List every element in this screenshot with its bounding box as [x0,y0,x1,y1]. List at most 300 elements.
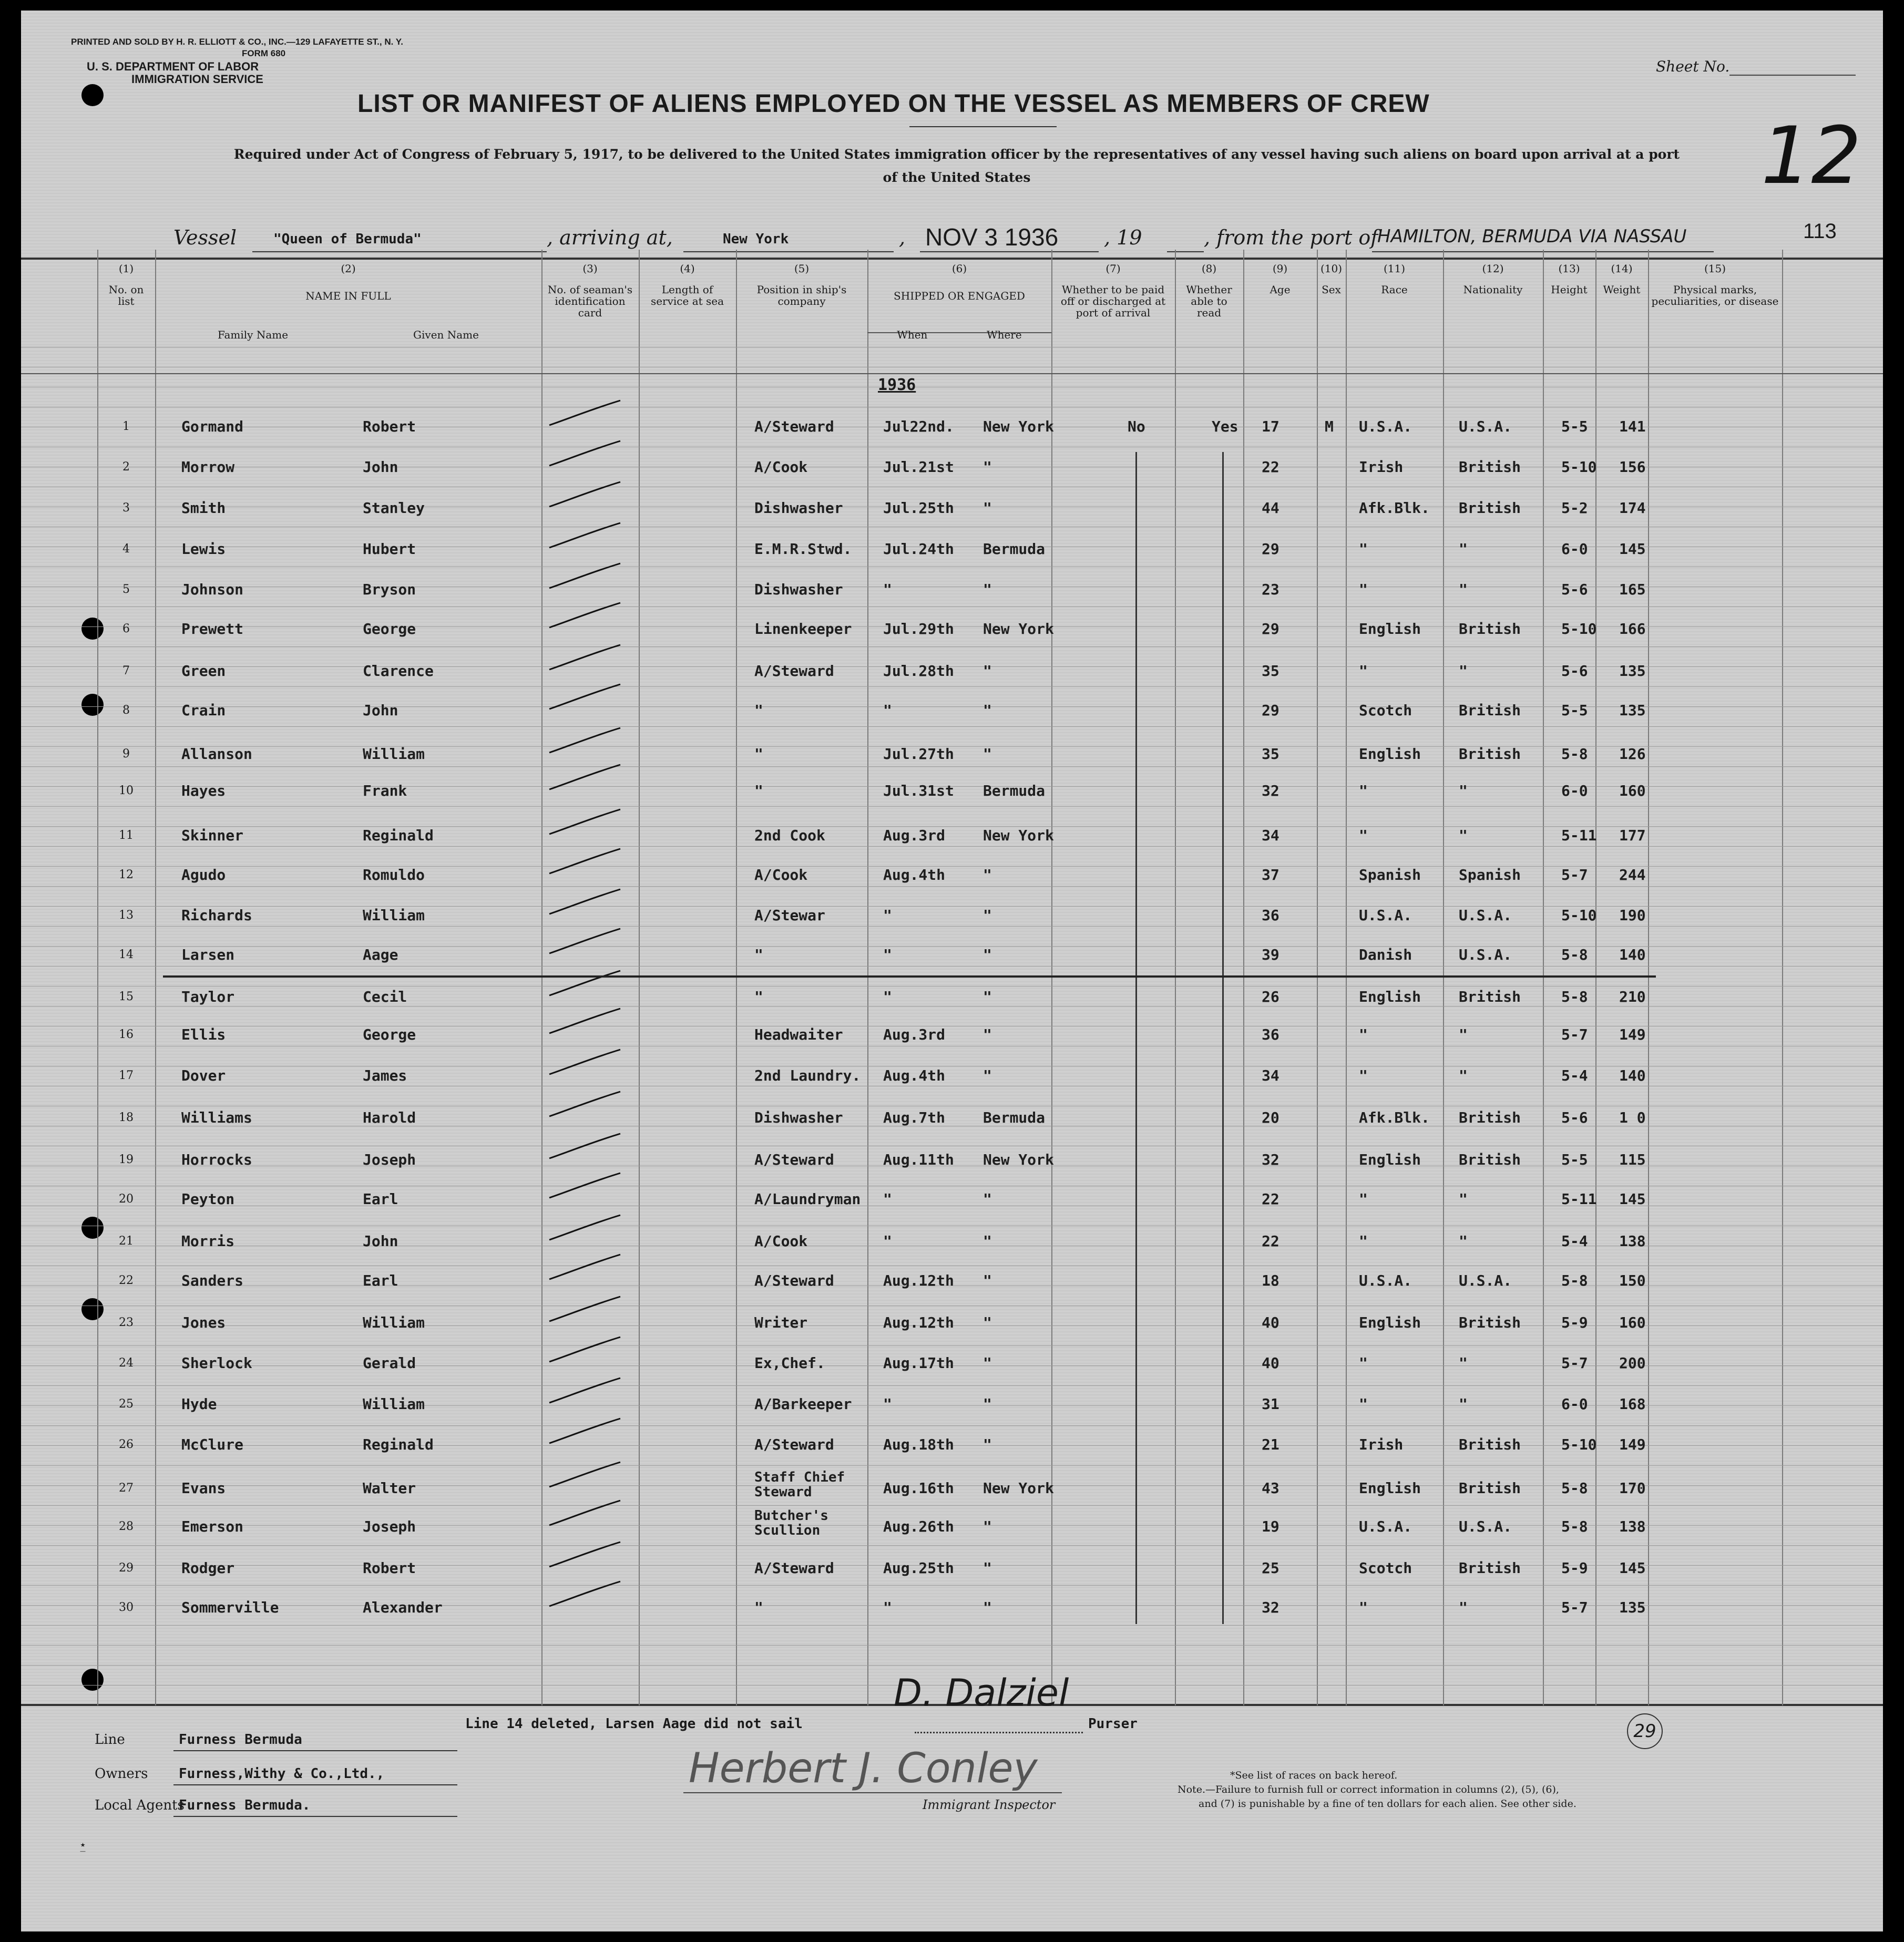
row-rule [21,1625,1883,1626]
column-header: (11) Race [1381,262,1408,296]
row-number: 21 [119,1235,134,1248]
cell-nat: British [1459,1151,1521,1168]
cell-weight: 244 [1619,866,1646,883]
cell-height: 6-0 [1561,540,1588,558]
cell-height: 5-10 [1561,1436,1597,1453]
cell-height: 5-4 [1561,1232,1588,1250]
check-mark-icon [547,1498,626,1529]
cell-height: 5-5 [1561,702,1588,719]
check-mark-icon [547,1089,626,1121]
cell-given: Frank [363,782,407,799]
manifest-sheet [21,11,1883,1931]
check-mark-icon [547,846,626,878]
cell-family: Lewis [181,540,226,558]
cell-height: 5-8 [1561,1518,1588,1535]
punch-hole [81,618,104,640]
cell-nat: British [1459,988,1521,1005]
row-rule [21,906,1883,907]
cell-family: McClure [181,1436,244,1453]
cell-height: 5-8 [1561,1272,1588,1289]
row-rule [21,1505,1883,1506]
cell-where: " [983,1067,992,1084]
cell-age: 34 [1262,1067,1279,1084]
check-mark-icon [547,968,626,1000]
cell-height: 5-9 [1561,1314,1588,1331]
cell-weight: 145 [1619,540,1646,558]
row-number: 2 [122,460,130,474]
cell-age: 37 [1262,866,1279,883]
cell-position: Butcher's Scullion [754,1508,828,1538]
column-header: (15) Physical marks, peculiarities, or disease [1651,262,1779,307]
cell-where: " [983,1232,992,1250]
cell-given: Aage [363,946,398,963]
cell-nat: U.S.A. [1459,907,1512,924]
cell-age: 31 [1262,1395,1279,1413]
row-number: 23 [119,1316,134,1329]
cell-family: Hayes [181,782,226,799]
cell-position: A/Cook [754,866,808,883]
check-mark-icon [547,642,626,674]
cell-weight: 200 [1619,1354,1646,1372]
union-label-icon: ★ — [80,1842,86,1855]
cell-age: 40 [1262,1314,1279,1331]
year-marker: 1936 [878,376,916,394]
cell-race: " [1359,1067,1368,1084]
column-rule [1543,250,1544,1705]
cell-weight: 160 [1619,1314,1646,1331]
cell-when: Aug.16th [883,1479,954,1497]
cell-race: U.S.A. [1359,418,1412,435]
row-rule [21,1425,1883,1426]
cell-age: 32 [1262,1599,1279,1616]
column-header: (8) Whether able to read [1186,262,1232,319]
check-mark-icon [547,600,626,632]
inspector-signature: Herbert J. Conley [689,1745,1038,1792]
cell-where: " [983,581,992,598]
row-rule [21,1665,1883,1666]
purser-signature-line [915,1716,1083,1733]
column-rule [639,250,640,1705]
arriving-label: , arriving at, [547,226,673,249]
column-rule [541,250,542,1705]
cell-when: Jul.24th [883,540,954,558]
cell-height: 5-9 [1561,1559,1588,1577]
cell-family: Rodger [181,1559,235,1577]
check-mark-icon [547,561,626,592]
cell-position: 2nd Cook [754,827,825,844]
vessel-underline [252,251,547,252]
cell-race: English [1359,988,1421,1005]
column-header: (3) No. of seaman's identification card [547,262,633,319]
cell-when: " [883,702,892,719]
cell-weight: 1 0 [1619,1109,1646,1126]
cell-age: 22 [1262,1232,1279,1250]
cell-when: Jul22nd. [883,418,954,435]
cell-age: 36 [1262,1026,1279,1043]
column-header: (7) Whether to be paid off or discharged at port of arrival [1060,262,1166,319]
cell-family: Richards [181,907,252,924]
cell-height: 5-8 [1561,745,1588,763]
cell-position: A/Laundryman [754,1190,861,1208]
cell-position: " [754,1599,763,1616]
date-stamp: NOV 3 1936 [925,223,1059,251]
purser-signature: D. Dalziel [894,1671,1069,1714]
column-rule [155,250,156,1705]
row-rule [21,866,1883,867]
cell-height: 5-10 [1561,458,1597,476]
cell-given: William [363,907,425,924]
row-number: 25 [119,1398,134,1411]
column-rule [1782,250,1783,1705]
cell-position: A/Steward [754,1559,834,1577]
cell-height: 5-6 [1561,581,1588,598]
cell-height: 5-7 [1561,866,1588,883]
line-value: Furness Bermuda [179,1732,302,1748]
cell-weight: 160 [1619,782,1646,799]
cell-height: 5-7 [1561,1599,1588,1616]
cell-race: Scotch [1359,1559,1412,1577]
row-rule [21,1385,1883,1386]
arriving-underline [683,251,894,252]
cell-height: 5-5 [1561,418,1588,435]
cell-when: Aug.3rd [883,1026,946,1043]
cell-family: Hyde [181,1395,217,1413]
row-rule [21,826,1883,827]
row-number: 24 [119,1357,134,1370]
cell-weight: 138 [1619,1232,1646,1250]
agents-label: Local Agents [95,1797,185,1813]
cell-where: New York [983,1151,1054,1168]
cell-race: Irish [1359,458,1404,476]
deletion-note: Line 14 deleted, Larsen Aage did not sail [465,1716,803,1732]
row-number: 8 [122,704,130,717]
cell-weight: 168 [1619,1395,1646,1413]
row-number: 17 [119,1069,134,1082]
check-mark-icon [547,520,626,552]
sheet-no-label: Sheet No. [1656,58,1730,75]
row-number: 28 [119,1520,134,1533]
row-number: 27 [119,1482,134,1495]
cell-where: New York [983,620,1054,638]
cell-height: 5-10 [1561,620,1597,638]
cell-nat: " [1459,1190,1468,1208]
cell-age: 35 [1262,745,1279,763]
cell-nat: Spanish [1459,866,1521,883]
check-mark-icon [547,1170,626,1202]
cell-nat: " [1459,1395,1468,1413]
cell-nat: " [1459,1026,1468,1043]
cell-where: " [983,1026,992,1043]
cell-height: 5-6 [1561,1109,1588,1126]
cell-when: Jul.25th [883,499,954,517]
cell-given: Reginald [363,1436,434,1453]
cell-family: Morrow [181,458,235,476]
cell-paid: No [1128,418,1145,435]
cell-nat: U.S.A. [1459,1518,1512,1535]
cell-where: " [983,662,992,680]
cell-where: " [983,907,992,924]
row-number: 20 [119,1193,134,1206]
cell-family: Peyton [181,1190,235,1208]
comma: , [899,226,906,249]
check-mark-icon [547,1579,626,1610]
cell-height: 5-7 [1561,1026,1588,1043]
cell-family: Crain [181,702,226,719]
cell-family: Larsen [181,946,235,963]
cell-age: 22 [1262,458,1279,476]
cell-where: " [983,702,992,719]
row-rule [21,806,1883,807]
row-rule [21,1585,1883,1586]
check-mark-icon [547,1375,626,1407]
cell-height: 5-2 [1561,499,1588,517]
cell-weight: 166 [1619,620,1646,638]
sheet-no-line [1729,75,1856,76]
cell-race: Afk.Blk. [1359,1109,1430,1126]
cell-nat: British [1459,1109,1521,1126]
cell-family: Emerson [181,1518,244,1535]
cell-weight: 145 [1619,1559,1646,1577]
cell-where: " [983,1559,992,1577]
arriving-port: New York [723,231,789,247]
row-rule [21,646,1883,647]
cell-nat: " [1459,662,1468,680]
row-14-strikethrough [163,975,1656,978]
cell-height: 5-4 [1561,1067,1588,1084]
row-rule [21,686,1883,687]
department: U. S. DEPARTMENT OF LABOR [87,60,259,73]
row-number: 5 [122,583,130,596]
row-rule [21,846,1883,847]
cell-where: New York [983,1479,1054,1497]
cell-age: 39 [1262,946,1279,963]
cell-when: Aug.4th [883,1067,946,1084]
cell-position: Linenkeeper [754,620,852,638]
cell-nat: British [1459,499,1521,517]
sheet-number: 12 [1761,110,1861,202]
cell-weight: 149 [1619,1026,1646,1043]
cell-when: Jul.27th [883,745,954,763]
column-header: (9) Age [1270,262,1291,296]
row-number: 15 [119,990,134,1003]
cell-position: Writer [754,1314,808,1331]
cell-where: " [983,1354,992,1372]
cell-height: 5-7 [1561,1354,1588,1372]
circled-number: 29 [1627,1713,1663,1749]
cell-weight: 190 [1619,907,1646,924]
cell-position: Staff Chief Steward [754,1470,845,1500]
cell-given: Bryson [363,581,416,598]
cell-when: " [883,581,892,598]
cell-where: New York [983,418,1054,435]
column-header: (13) Height [1551,262,1588,296]
owners-label: Owners [95,1766,148,1782]
cell-height: 6-0 [1561,1395,1588,1413]
cell-given: William [363,1314,425,1331]
check-mark-icon [547,438,626,470]
row-rule [21,986,1883,987]
cell-weight: 141 [1619,418,1646,435]
cell-given: Stanley [363,499,425,517]
punch-hole [81,1217,104,1239]
cell-where: " [983,866,992,883]
cell-nat: British [1459,458,1521,476]
cell-position: A/Steward [754,662,834,680]
check-mark-icon [547,1460,626,1491]
cell-nat: " [1459,827,1468,844]
cell-race: " [1359,1026,1368,1043]
cell-given: Romuldo [363,866,425,883]
row-number: 18 [119,1111,134,1124]
cell-given: Joseph [363,1151,416,1168]
cell-family: Johnson [181,581,244,598]
cell-where: Bermuda [983,1109,1046,1126]
cell-nat: British [1459,1559,1521,1577]
year-underline [1167,251,1204,252]
inspector-label: Immigrant Inspector [923,1797,1056,1812]
column-header: (4) Length of service at sea [650,262,724,307]
cell-given: Earl [363,1272,398,1289]
cell-where: " [983,458,992,476]
cell-family: Skinner [181,827,244,844]
cell-nat: U.S.A. [1459,1272,1512,1289]
cell-when: " [883,1232,892,1250]
cell-family: Allanson [181,745,252,763]
cell-weight: 150 [1619,1272,1646,1289]
failure-note: Note.—Failure to furnish full or correct information in columns (2), (5), (6), [1178,1784,1559,1795]
cell-where: " [983,499,992,517]
cell-age: 34 [1262,827,1279,844]
cell-height: 5-6 [1561,662,1588,680]
cell-nat: " [1459,540,1468,558]
cell-nat: " [1459,1067,1468,1084]
cell-when: Aug.4th [883,866,946,883]
column-header: (5) Position in ship's company [756,262,847,307]
cell-where: " [983,1395,992,1413]
cell-when: Jul.29th [883,620,954,638]
column-rule [97,250,98,1705]
cell-read: Yes [1212,418,1238,435]
row-number: 13 [119,909,134,922]
cell-age: 19 [1262,1518,1279,1535]
cell-given: George [363,1026,416,1043]
cell-nat: British [1459,1436,1521,1453]
cell-nat: " [1459,581,1468,598]
cell-position: A/Steward [754,1272,834,1289]
service: IMMIGRATION SERVICE [131,73,263,86]
cell-position: Dishwasher [754,1109,843,1126]
punch-hole [81,1669,104,1691]
row-number: 22 [119,1274,134,1287]
row-number: 6 [122,622,130,635]
cell-when: Jul.28th [883,662,954,680]
cell-height: 6-0 [1561,782,1588,799]
column-header: (12) Nationality [1463,262,1523,296]
cell-given: Robert [363,418,416,435]
row-rule [21,1605,1883,1606]
check-mark-icon [547,1539,626,1571]
cell-family: Prewett [181,620,244,638]
cell-where: " [983,1314,992,1331]
check-mark-icon [547,479,626,511]
cell-when: " [883,1395,892,1413]
cell-given: Hubert [363,540,416,558]
cell-when: Aug.17th [883,1354,954,1372]
row-number: 30 [119,1601,134,1614]
cell-weight: 138 [1619,1518,1646,1535]
row-number: 26 [119,1438,134,1451]
cell-given: George [363,620,416,638]
cell-when: " [883,907,892,924]
cell-race: " [1359,540,1368,558]
cell-height: 5-8 [1561,946,1588,963]
cell-position: A/Steward [754,1436,834,1453]
row-rule [21,726,1883,727]
cell-age: 25 [1262,1559,1279,1577]
cell-weight: 140 [1619,1067,1646,1084]
purser-label: Purser [1088,1716,1138,1732]
cell-family: Horrocks [181,1151,252,1168]
check-mark-icon [547,1294,626,1326]
cell-age: 32 [1262,1151,1279,1168]
cell-age: 20 [1262,1109,1279,1126]
row-rule [21,1465,1883,1466]
cell-weight: 140 [1619,946,1646,963]
cell-when: Aug.18th [883,1436,954,1453]
row-number: 12 [119,868,134,881]
cell-height: 5-5 [1561,1151,1588,1168]
cell-where: " [983,946,992,963]
column-rule [1317,250,1318,1705]
cell-given: John [363,458,398,476]
cell-nat: " [1459,782,1468,799]
cell-race: U.S.A. [1359,1518,1412,1535]
cell-height: 5-11 [1561,827,1597,844]
cell-when: Jul.21st [883,458,954,476]
cell-nat: British [1459,1314,1521,1331]
cell-where: " [983,1190,992,1208]
cell-race: Irish [1359,1436,1404,1453]
cell-age: 44 [1262,499,1279,517]
cell-where: Bermuda [983,540,1046,558]
requirement-text: Required under Act of Congress of February 5, 1917, to be delivered to the United States immigration officer by the representatives of any vessel having such aliens on board upon arrival at a port of the United States [233,147,1680,185]
cell-position: Headwaiter [754,1026,843,1043]
cell-given: Clarence [363,662,434,680]
cell-race: " [1359,1354,1368,1372]
cell-age: 26 [1262,988,1279,1005]
check-mark-icon [547,1213,626,1244]
check-mark-icon [547,762,626,794]
row-rule [21,926,1883,927]
cell-position: A/Stewar [754,907,825,924]
cell-nat: British [1459,702,1521,719]
cell-race: " [1359,581,1368,598]
column-rule [1346,250,1347,1705]
cell-weight: 135 [1619,662,1646,680]
punch-hole [81,84,104,106]
cell-position: " [754,745,763,763]
cell-position: 2nd Laundry. [754,1067,861,1084]
check-mark-icon [547,1334,626,1366]
cell-nat: " [1459,1599,1468,1616]
cell-family: Green [181,662,226,680]
row-number: 16 [119,1028,134,1041]
cell-height: 5-10 [1561,907,1597,924]
cell-given: Robert [363,1559,416,1577]
check-mark-icon [547,398,626,429]
cell-family: Ellis [181,1026,226,1043]
check-mark-icon [547,807,626,838]
